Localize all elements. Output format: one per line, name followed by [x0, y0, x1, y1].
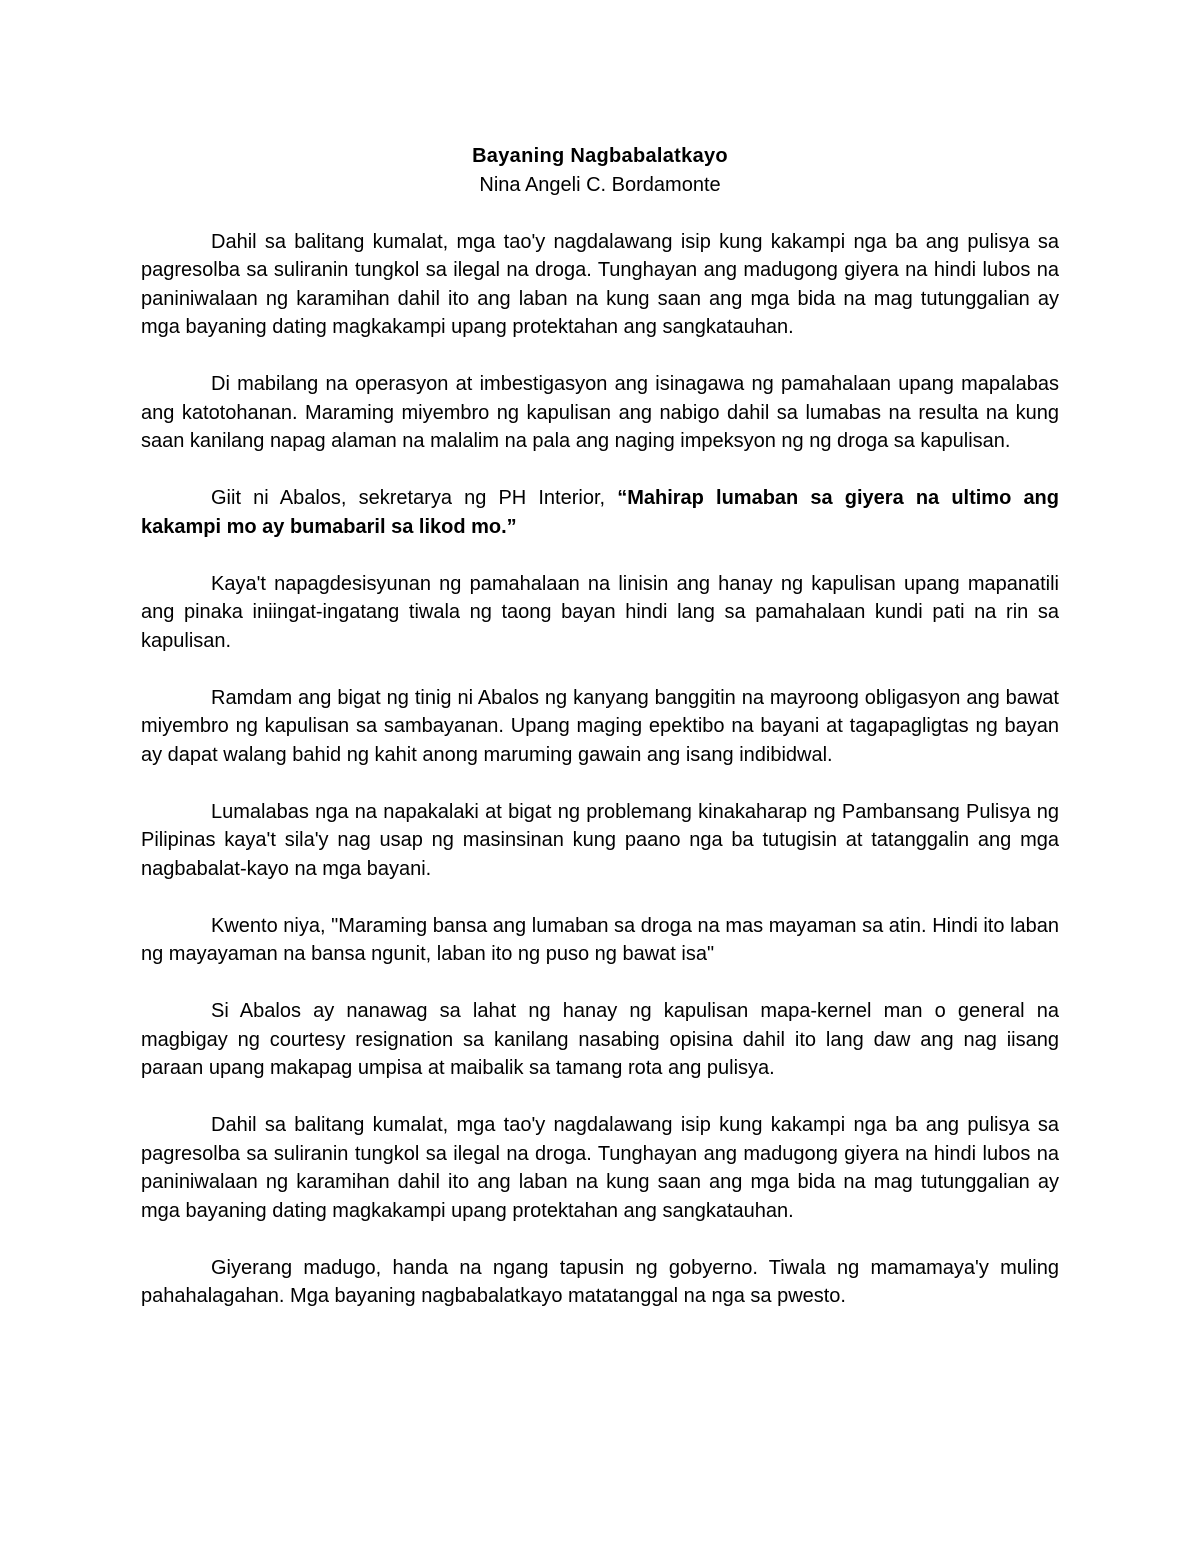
paragraph-text: Dahil sa balitang kumalat, mga tao'y nagdalawang isip kung kakampi nga ba ang pulisya sa pagresolba sa suliranin tungkol sa ilegal na droga. Tunghayan ang madugong giyera na hindi lubos na paniniwalaan ng karamihan dahil ito ang laban na kung saan ang mga bida na mag tutunggalian ay mga bayaning dating magkakampi upang protektahan ang sangkatauhan. [141, 230, 1059, 338]
paragraph-text: Kaya't napagdesisyunan ng pamahalaan na linisin ang hanay ng kapulisan upang mapanatili ang pinaka iniingat-ingatang tiwala ng taong bayan hindi lang sa pamahalaan kundi pati na rin sa kapulisan. [141, 572, 1059, 652]
paragraph-8 [141, 997, 1059, 1083]
document-page [141, 142, 1059, 1339]
paragraph-text: Di mabilang na operasyon at imbestigasyon ang isinagawa ng pamahalaan upang mapalabas ang katotohanan. Maraming miyembro ng kapulisan ang nabigo dahil sa lumabas na resulta na kung saan kanilang napag alaman na malalim na pala ang naging impeksyon ng ng droga sa kapulisan. [141, 373, 1059, 452]
document-title: Bayaning Nagbabalatkayo [472, 145, 728, 167]
paragraph-2 [141, 370, 1059, 456]
paragraph-3-quote [141, 484, 1059, 541]
paragraph-text: Lumalabas nga na napakalaki at bigat ng problemang kinakaharap ng Pambansang Pulisya ng Pilipinas kaya't sila'y nag usap ng masinsinan kung paano nga ba tutugisin at tatanggalin ang mga nagbabalat-kayo na mga bayani. [141, 800, 1059, 880]
paragraph-1 [141, 228, 1059, 342]
document-author: Nina Angeli C. Bordamonte [479, 173, 721, 196]
paragraph-5 [141, 684, 1059, 770]
paragraph-text: Ramdam ang bigat ng tinig ni Abalos ng kanyang banggitin na mayroong obligasyon ang bawat miyembro ng kapulisan sa sambayanan. Upang maging epektibo na bayani at tagapagligtas ng bayan ay dapat walang bahid ng kahit anong maruming gawain ang isang indibidwal. [141, 686, 1059, 766]
paragraph-6 [141, 798, 1059, 884]
paragraph-text: Giit ni Abalos, sekretarya ng PH Interior, [211, 487, 618, 509]
paragraph-text: Si Abalos ay nanawag sa lahat ng hanay ng kapulisan mapa-kernel man o general na magbigay ng courtesy resignation sa kanilang nasabing opisina dahil ito lang daw ang nag iisang paraan upang makapag umpisa at maibalik sa tamang rota ang pulisya. [141, 1000, 1059, 1079]
paragraph-9 [141, 1111, 1059, 1225]
bold-quote: “Mahirap lumaban sa giyera na ultimo ang kakampi mo ay bumabaril sa likod mo.” [141, 487, 1059, 538]
paragraph-7 [141, 912, 1059, 969]
paragraph-10 [141, 1254, 1059, 1311]
paragraph-text: Kwento niya, "Maraming bansa ang lumaban sa droga na mas mayaman sa atin. Hindi ito laban ng mayayaman na bansa ngunit, laban ito ng puso ng bawat isa" [141, 914, 1059, 965]
paragraph-4 [141, 570, 1059, 656]
paragraph-text: Giyerang madugo, handa na ngang tapusin ng gobyerno. Tiwala ng mamamaya'y muling pahahalagahan. Mga bayaning nagbabalatkayo matatanggal na nga sa pwesto. [141, 1256, 1059, 1307]
paragraph-text: Dahil sa balitang kumalat, mga tao'y nagdalawang isip kung kakampi nga ba ang pulisya sa pagresolba sa suliranin tungkol sa ilegal na droga. Tunghayan ang madugong giyera na hindi lubos na paniniwalaan ng karamihan dahil ito ang laban na kung saan ang mga bida na mag tutunggalian ay mga bayaning dating magkakampi upang protektahan ang sangkatauhan. [141, 1114, 1059, 1222]
